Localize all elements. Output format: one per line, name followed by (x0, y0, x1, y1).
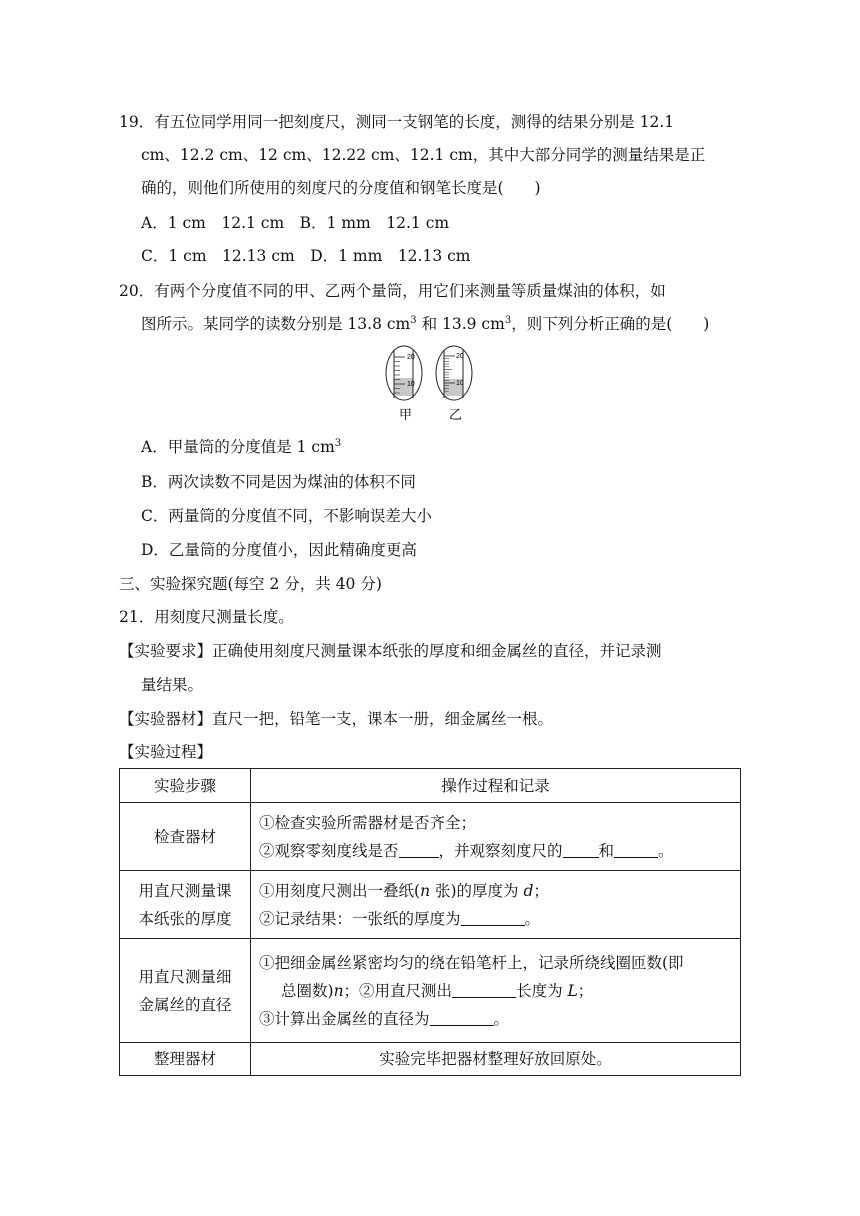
q20-line-1: 20．有两个分度值不同的甲、乙两个量筒，用它们来测量等质量煤油的体积，如 (119, 282, 666, 300)
blank (452, 983, 516, 998)
q19-options-ab: A．1 cm 12.1 cm B．1 mm 12.1 cm (141, 214, 450, 232)
section-3-heading: 三、实验探究题(每空 2 分，共 40 分) (119, 575, 382, 593)
q21-requirement-1: 【实验要求】正确使用刻度尺测量课本纸张的厚度和细金属丝的直径，并记录测 (119, 642, 662, 660)
table-row (120, 871, 741, 939)
q19-line-1: 19．有五位同学用同一把刻度尺，测同一支钢笔的长度，测得的结果分别是 12.1 (119, 113, 675, 131)
blank (461, 911, 525, 926)
jia-tick-10: 10 (407, 381, 415, 388)
step-tidy-equipment: 整理器材 (120, 1043, 251, 1076)
cylinder-jia (386, 346, 422, 400)
q19-line-2: cm、12.2 cm、12 cm、12.22 cm、12.1 cm，其中大部分同学的测量结果是正 (141, 146, 706, 164)
q21-title: 21．用刻度尺测量长度。 (119, 608, 294, 626)
step-paper-thickness: 用直尺测量课 本纸张的厚度 (120, 871, 251, 939)
q20-line-2: 图所示。某同学的读数分别是 13.8 $cm^3$ 和 13.9 $cm^3$，则下列分析正确的是( ) (141, 315, 710, 333)
blank (563, 843, 599, 858)
step-wire-diameter: 用直尺测量细 金属丝的直径 (120, 939, 251, 1043)
q19-line-3: 确的，则他们所使用的刻度尺的分度值和钢笔长度是( ) (141, 179, 541, 197)
label-jia: 甲 (399, 408, 413, 423)
record-wire-diameter: ①把细金属丝紧密均匀的绕在铅笔杆上，记录所绕线圈匝数(即 总圈数)n；②用直尺测出 长度为 L； ③计算出金属丝的直径为 。 (251, 939, 741, 1043)
yi-tick-20: 20 (456, 353, 464, 360)
blank (614, 843, 658, 858)
jia-tick-20: 20 (407, 354, 415, 361)
q20-option-b: B．两次读数不同是因为煤油的体积不同 (141, 473, 416, 491)
cylinder-yi (436, 346, 472, 400)
table-row (120, 1043, 741, 1076)
q20-option-a: A．甲量筒的分度值是 1 $cm^3$ (141, 438, 342, 456)
experiment-table (119, 768, 741, 1076)
header-step: 实验步骤 (120, 769, 251, 803)
record-check-equipment: ①检查实验所需器材是否齐全； ②观察零刻度线是否 ，并观察刻度尺的 和 。 (251, 803, 741, 871)
table-row (120, 939, 741, 1043)
label-yi: 乙 (449, 408, 463, 423)
cylinders-figure (383, 344, 479, 424)
q21-process-heading: 【实验过程】 (119, 743, 213, 761)
record-paper-thickness: ①用刻度尺测出一叠纸(n 张)的厚度为 d； ②记录结果：一张纸的厚度为 。 (251, 871, 741, 939)
record-tidy-equipment: 实验完毕把器材整理好放回原处。 (251, 1043, 741, 1076)
q20-option-d: D．乙量筒的分度值小，因此精确度更高 (141, 541, 417, 559)
blank (399, 843, 439, 858)
blank (430, 1011, 494, 1026)
cylinders-diagram (383, 344, 479, 424)
yi-tick-10: 10 (456, 380, 464, 387)
table-row (120, 803, 741, 871)
q20-option-c: C．两量筒的分度值不同，不影响误差大小 (141, 507, 432, 525)
q21-equipment: 【实验器材】直尺一把，铅笔一支，课本一册，细金属丝一根。 (119, 710, 554, 728)
q21-requirement-2: 量结果。 (141, 676, 204, 694)
header-record: 操作过程和记录 (251, 769, 741, 803)
table-header-row (120, 769, 741, 803)
step-check-equipment: 检查器材 (120, 803, 251, 871)
q19-options-cd: C．1 cm 12.13 cm D．1 mm 12.13 cm (141, 247, 471, 265)
